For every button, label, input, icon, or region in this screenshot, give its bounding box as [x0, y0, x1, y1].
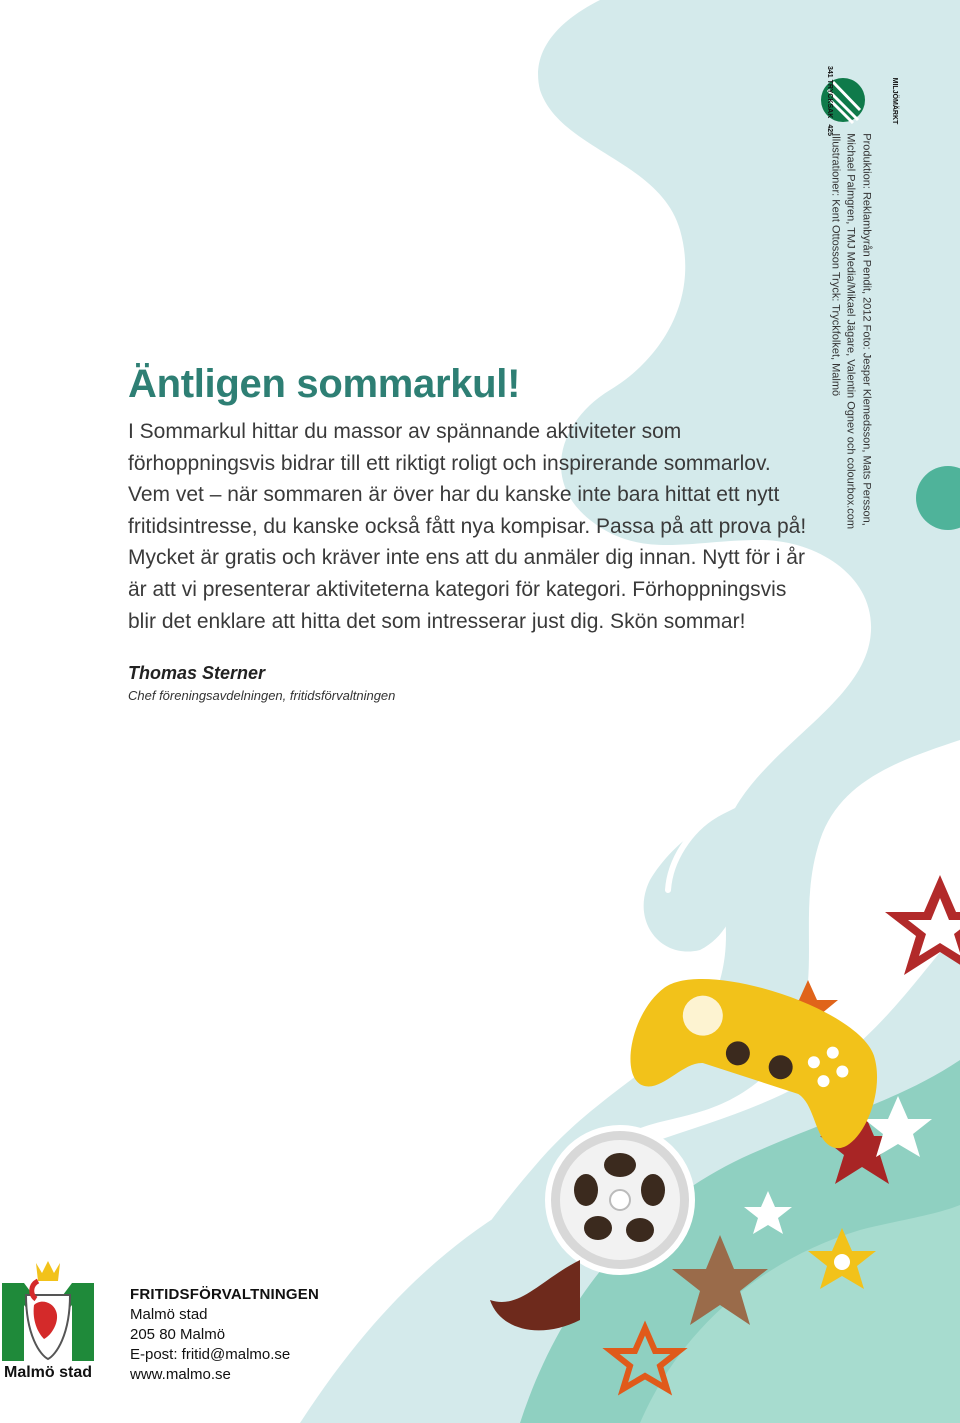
credits-line-2: Michael Palmgren, TMJ Media/Mikael Jägare, Valentin Ognev och colourbox.com	[844, 133, 857, 530]
contact-footer	[130, 1285, 319, 1385]
malmo-stad-logo-label: Malmö stad	[3, 1364, 92, 1381]
production-credits	[827, 133, 874, 553]
signature-title: Chef föreningsavdelningen, fritidsförvaltningen	[128, 688, 396, 704]
page-title: Äntligen sommarkul!	[128, 362, 521, 406]
organization-name: FRITIDSFÖRVALTNINGEN	[130, 1286, 319, 1303]
malmo-crest-logo	[0, 1255, 96, 1367]
ecolabel-left-text: TRYCKSAK	[826, 79, 833, 119]
article	[128, 360, 828, 703]
email-link[interactable]: E-post: fritid@malmo.se	[130, 1346, 291, 1363]
ecolabel-left	[826, 66, 833, 118]
credits-line-3: Illustrationer: Kent Ottosson Tryck: Tryckfolket, Malmö	[829, 133, 842, 397]
ecolabel-left-number: 341	[826, 66, 833, 78]
credits-line-1: Produktion: Reklambyrån Pendit, 2012 Foto: Jesper Klemedsson, Mats Persson,	[860, 133, 873, 526]
article-body: I Sommarkul hittar du massor av spännande aktiviteter som förhoppningsvis bidrar till ett riktigt roligt och inspirerande sommarlov. Vem vet – när sommaren är över har du kanske inte bara hittat ett nytt fritidsintresse, du kanske också fått nya kompisar. Passa på att prova på! Mycket är gratis och kräver inte ens att du anmäler dig innan. Nytt för i år är att vi presenterar aktiviteterna kategori för kategori. Förhoppningsvis blir det enklare att hitta det som intresserar just dig. Skön sommar!	[128, 420, 807, 633]
website-link[interactable]: www.malmo.se	[130, 1366, 231, 1383]
ecolabel-right-number: 425	[826, 124, 833, 136]
city-line: Malmö stad	[130, 1306, 208, 1323]
ecolabel-top-text: MILJÖMÄRKT	[891, 77, 898, 125]
postal-line: 205 80 Malmö	[130, 1326, 226, 1343]
ecolabel-text	[808, 66, 898, 136]
signature-name: Thomas Sterner	[128, 663, 266, 684]
